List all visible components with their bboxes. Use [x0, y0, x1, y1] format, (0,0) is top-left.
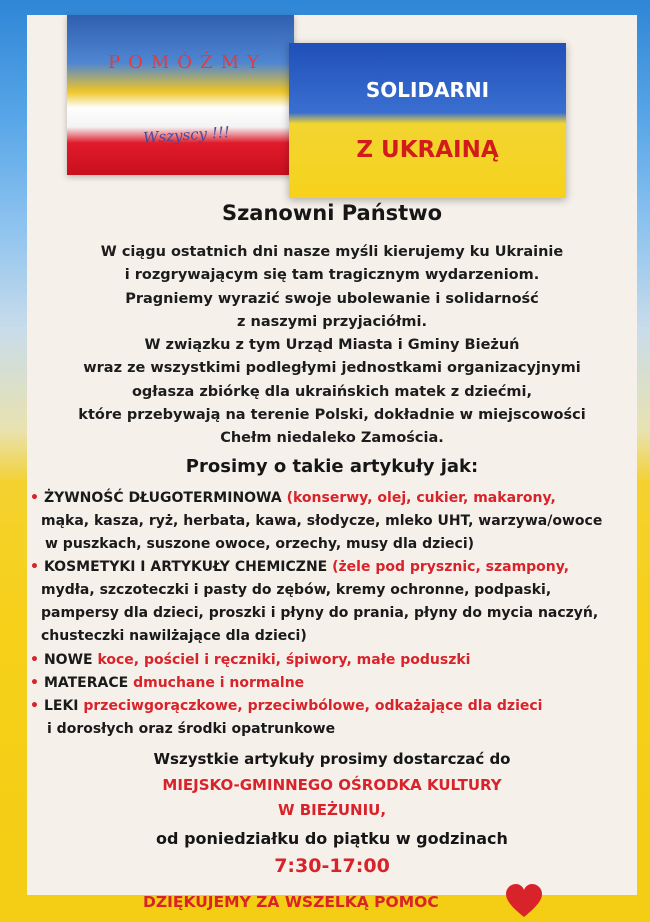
item-detail: (konserwy, olej, cukier, makarony, — [286, 490, 556, 506]
item-label: MATERACE — [43, 675, 129, 691]
list-item-food — [30, 487, 556, 509]
items-heading: Prosimy o takie artykuły jak: — [185, 456, 479, 477]
item-detail-continued: pampersy dla dzieci, proszki i płyny do prania, płyny do mycia naczyń, — [41, 605, 599, 621]
list-item-mattresses — [30, 672, 304, 694]
list-item-cosmetics — [30, 556, 569, 578]
ukraine-flag-line2: Z UKRAINĄ — [356, 137, 499, 163]
poland-flag-subtext: Wszyscy !!! — [142, 122, 231, 148]
intro-line: W ciągu ostatnich dni nasze myśli kierujemy ku Ukrainie — [100, 244, 564, 260]
intro-line: i rozgrywającym się tam tragicznym wydarzeniom. — [124, 267, 540, 284]
delivery-instruction: Wszystkie artykuły prosimy dostarczać do — [153, 750, 511, 768]
thanks-text: DZIĘKUJEMY ZA WSZELKĄ POMOC — [143, 893, 439, 911]
item-detail: koce, pościel i ręczniki, śpiwory, małe poduszki — [97, 652, 471, 668]
item-detail-continued: mąka, kasza, ryż, herbata, kawa, słodycze, mleko UHT, warzywa/owoce — [41, 513, 603, 529]
ukraine-flag-line1: SOLIDARNI — [365, 78, 490, 102]
item-label: NOWE — [43, 652, 93, 668]
bullet-icon: • — [30, 490, 39, 506]
item-detail-continued: w puszkach, suszone owoce, orzechy, musy dla dzieci) — [45, 536, 475, 552]
heart-icon — [505, 884, 543, 918]
item-detail: przeciwgorączkowe, przeciwbólowe, odkażające dla dzieci — [83, 698, 543, 714]
item-detail: (żele pod prysznic, szampony, — [332, 559, 570, 575]
intro-line: ogłasza zbiórkę dla ukraińskich matek z dziećmi, — [131, 383, 533, 400]
item-label: KOSMETYKI I ARTYKUŁY CHEMICZNE — [43, 559, 328, 575]
page-title: Szanowni Państwo — [221, 201, 443, 225]
delivery-place-line2: W BIEŻUNIU, — [277, 801, 387, 819]
item-label: LEKI — [43, 698, 79, 714]
item-detail-continued: chusteczki nawilżające dla dzieci) — [41, 628, 307, 644]
opening-hours: 7:30-17:00 — [274, 855, 390, 877]
opening-days: od poniedziałku do piątku w godzinach — [156, 829, 508, 848]
item-label: ŻYWNOŚĆ DŁUGOTERMINOWA — [43, 490, 282, 506]
intro-line: które przebywają na terenie Polski, dokładnie w miejscowości — [78, 407, 586, 424]
list-item-medicines — [30, 695, 542, 717]
intro-line: Pragniemy wyrazić swoje ubolewanie i solidarność — [125, 290, 539, 307]
intro-line: wraz ze wszystkimi podległymi jednostkami organizacyjnymi — [83, 360, 581, 377]
poland-flag-text: POMÓŻMY — [108, 52, 267, 73]
item-detail-continued: mydła, szczoteczki i pasty do zębów, kremy ochronne, podpaski, — [41, 582, 552, 598]
item-detail: dmuchane i normalne — [133, 675, 305, 691]
bullet-icon: • — [30, 652, 39, 668]
intro-line: W związku z tym Urząd Miasta i Gminy Bieżuń — [144, 337, 520, 354]
item-detail-continued: i dorosłych oraz środki opatrunkowe — [47, 721, 336, 737]
list-item-new — [30, 649, 470, 671]
bullet-icon: • — [30, 559, 39, 575]
ukraine-flag-image — [289, 43, 566, 198]
delivery-place-line1: MIEJSKO-GMINNEGO OŚRODKA KULTURY — [162, 776, 502, 794]
intro-line: z naszymi przyjaciółmi. — [237, 313, 427, 330]
intro-line: Chełm niedaleko Zamościa. — [220, 430, 444, 447]
bullet-icon: • — [30, 698, 39, 714]
bullet-icon: • — [30, 675, 39, 691]
poland-flag-image — [67, 15, 294, 175]
intro-paragraph — [27, 241, 637, 451]
